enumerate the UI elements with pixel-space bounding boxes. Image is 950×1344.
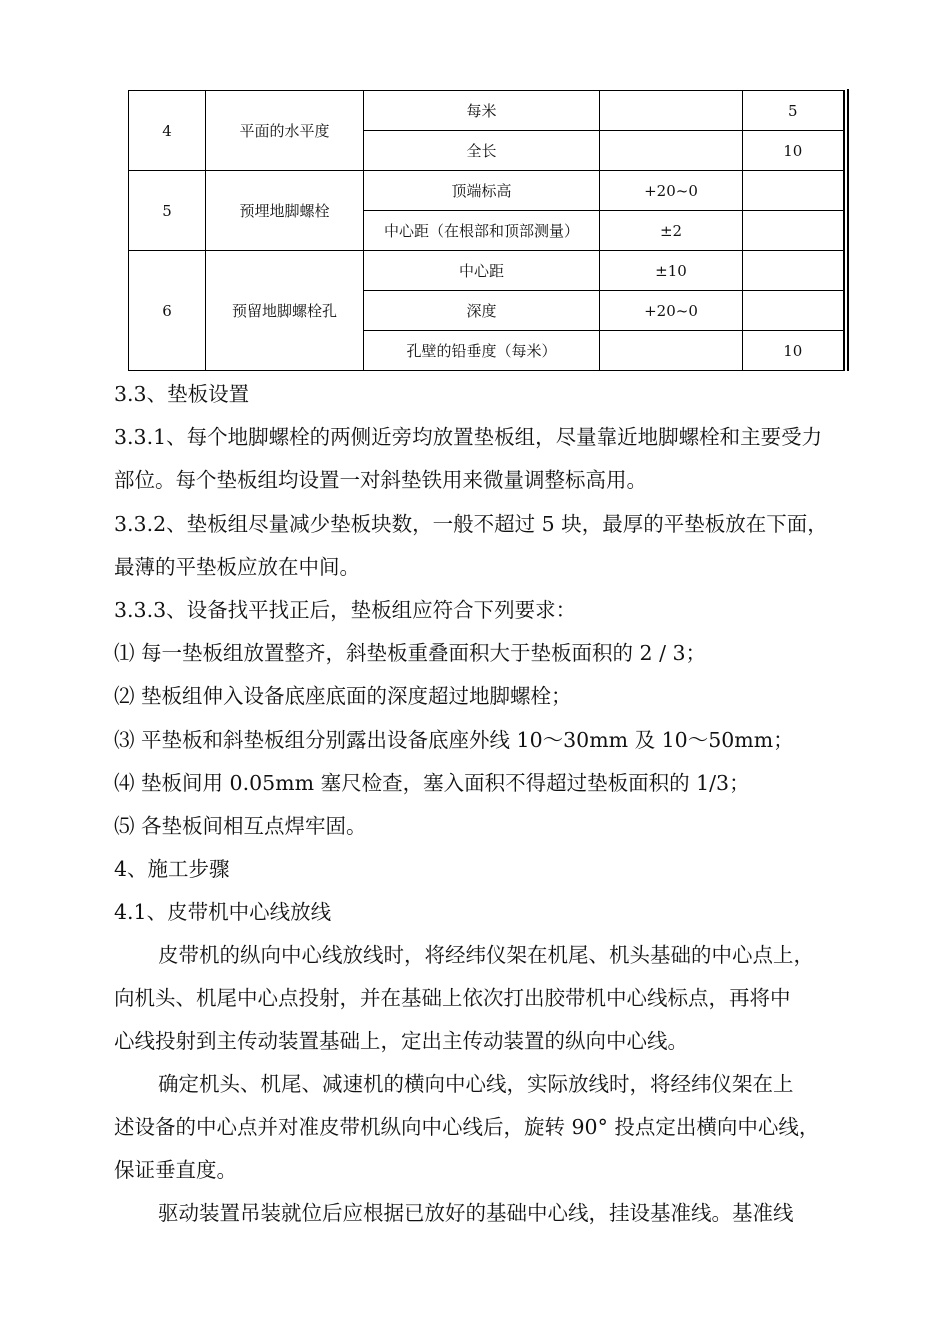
paragraph-line: 3.3.2、垫板组尽量减少垫板块数，一般不超过 5 块，最厚的平垫板放在下面， xyxy=(114,512,828,536)
table-row xyxy=(129,251,844,291)
sub-item: 深度 xyxy=(364,291,600,331)
table-row xyxy=(129,91,844,131)
paragraph-line: 3.3.3、设备找平找正后，垫板组应符合下列要求： xyxy=(114,598,577,622)
tolerance-value xyxy=(600,131,743,171)
sub-item: 中心距 xyxy=(364,251,600,291)
paragraph-line: 3.3.1、每个地脚螺栓的两侧近旁均放置垫板组，尽量靠近地脚螺栓和主要受力 xyxy=(114,425,823,449)
tolerance-value: ±2 xyxy=(600,211,743,251)
table-border-shadow xyxy=(847,89,849,371)
sub-item: 顶端标高 xyxy=(364,171,600,211)
list-item: ⑷ 垫板间用 0.05mm 塞尺检查，塞入面积不得超过垫板面积的 1/3； xyxy=(114,771,750,795)
list-item: ⑸ 各垫板间相互点焊牢固。 xyxy=(114,814,367,838)
tolerance-value xyxy=(600,91,743,131)
item-name: 平面的水平度 xyxy=(206,91,364,171)
sub-item: 每米 xyxy=(364,91,600,131)
paragraph-line: 保证垂直度。 xyxy=(114,1158,237,1182)
item-name: 预埋地脚螺栓 xyxy=(206,171,364,251)
tolerance-value xyxy=(743,171,844,211)
tolerance-value: ±10 xyxy=(600,251,743,291)
row-number: 5 xyxy=(129,171,206,251)
tolerance-value xyxy=(743,291,844,331)
tolerance-value xyxy=(600,331,743,371)
tolerance-value: +20~0 xyxy=(600,171,743,211)
paragraph-line: 述设备的中心点并对准皮带机纵向中心线后，旋转 90° 投点定出横向中心线， xyxy=(114,1115,820,1139)
list-item: ⑵ 垫板组伸入设备底座底面的深度超过地脚螺栓； xyxy=(114,684,572,708)
tolerance-value: 10 xyxy=(743,331,844,371)
row-number: 6 xyxy=(129,251,206,371)
section-heading: 3.3、垫板设置 xyxy=(114,382,250,406)
paragraph-line: 确定机头、机尾、减速机的横向中心线，实际放线时，将经纬仪架在上 xyxy=(158,1072,794,1096)
paragraph-line: 部位。每个垫板组均设置一对斜垫铁用来微量调整标高用。 xyxy=(114,468,647,492)
sub-item: 全长 xyxy=(364,131,600,171)
section-heading: 4.1、皮带机中心线放线 xyxy=(114,900,332,924)
row-number: 4 xyxy=(129,91,206,171)
sub-item: 孔壁的铅垂度（每米） xyxy=(364,331,600,371)
tolerance-table xyxy=(128,90,845,371)
paragraph-line: 皮带机的纵向中心线放线时，将经纬仪架在机尾、机头基础的中心点上， xyxy=(158,943,814,967)
tolerance-value: 10 xyxy=(743,131,844,171)
paragraph-line: 向机头、机尾中心点投射，并在基础上依次打出胶带机中心线标点，再将中 xyxy=(114,986,791,1010)
sub-item: 中心距（在根部和顶部测量） xyxy=(364,211,600,251)
paragraph-line: 最薄的平垫板应放在中间。 xyxy=(114,555,360,579)
table-row xyxy=(129,171,844,211)
paragraph-line: 心线投射到主传动装置基础上，定出主传动装置的纵向中心线。 xyxy=(114,1029,688,1053)
list-item: ⑴ 每一垫板组放置整齐，斜垫板重叠面积大于垫板面积的 2 / 3； xyxy=(114,641,707,665)
section-heading: 4、施工步骤 xyxy=(114,857,230,881)
tolerance-value: 5 xyxy=(743,91,844,131)
tolerance-value: +20~0 xyxy=(600,291,743,331)
tolerance-value xyxy=(743,251,844,291)
list-item: ⑶ 平垫板和斜垫板组分别露出设备底座外线 10～30mm 及 10～50mm； xyxy=(114,728,794,752)
tolerance-value xyxy=(743,211,844,251)
item-name: 预留地脚螺栓孔 xyxy=(206,251,364,371)
paragraph-line: 驱动装置吊装就位后应根据已放好的基础中心线，挂设基准线。基准线 xyxy=(158,1201,794,1225)
